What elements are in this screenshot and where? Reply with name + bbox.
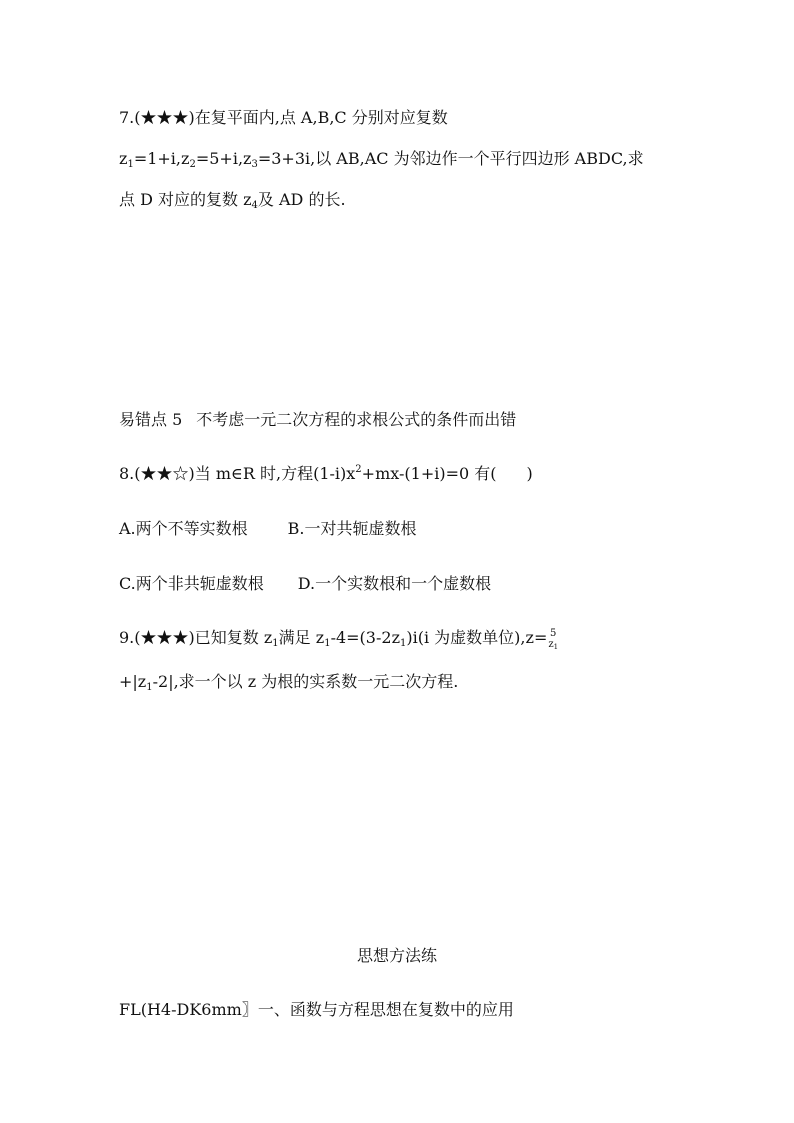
option-c: C.两个非共轭虚数根 bbox=[119, 574, 264, 593]
option-d: D.一个实数根和一个虚数根 bbox=[297, 574, 492, 593]
q8-options-row-1 bbox=[119, 517, 417, 541]
q7-line-3: 点 D 对应的复数 $z_4$及 AD 的长. bbox=[119, 190, 346, 211]
option-b: B.一对共轭虚数根 bbox=[287, 519, 417, 538]
method-subheading: FL(H4-DK6mm〗一、函数与方程思想在复数中的应用 bbox=[119, 1000, 514, 1019]
method-heading: 思想方法练 bbox=[356, 946, 437, 965]
q8-options-row-2 bbox=[119, 572, 491, 596]
q9-line-1: 9.(★★★)已知复数 $z_1$满足 $z_1-4=(3-2z_1)i(i$ 为虚数单位),z= 5 $z_1$ bbox=[119, 627, 559, 651]
section-heading-error-point-5 bbox=[119, 408, 516, 432]
section-label: 易错点 5 bbox=[119, 410, 183, 429]
q8-stem: 8.(★★☆)当 m∈R 时,方程$(1-i)x^2+mx-(1+i)=0$ 有( ) bbox=[119, 464, 533, 483]
option-a: A.两个不等实数根 bbox=[119, 519, 248, 538]
section-text: 不考虑一元二次方程的求根公式的条件而出错 bbox=[196, 410, 517, 429]
q9-line-2: $+|z_1-2|$,求一个以 z 为根的实系数一元二次方程. bbox=[119, 672, 459, 693]
q7-line-2: $z_1=1+i,z_2=5+i,z_3=3+3i$,以 AB,AC 为邻边作一个平行四边形 ABDC,求 bbox=[119, 149, 644, 170]
q7-stem: 7.(★★★)在复平面内,点 A,B,C 分别对应复数 bbox=[119, 108, 448, 127]
fraction-5-over-z1: 5 $z_1$ bbox=[548, 627, 559, 651]
q7-line-1 bbox=[119, 106, 448, 130]
